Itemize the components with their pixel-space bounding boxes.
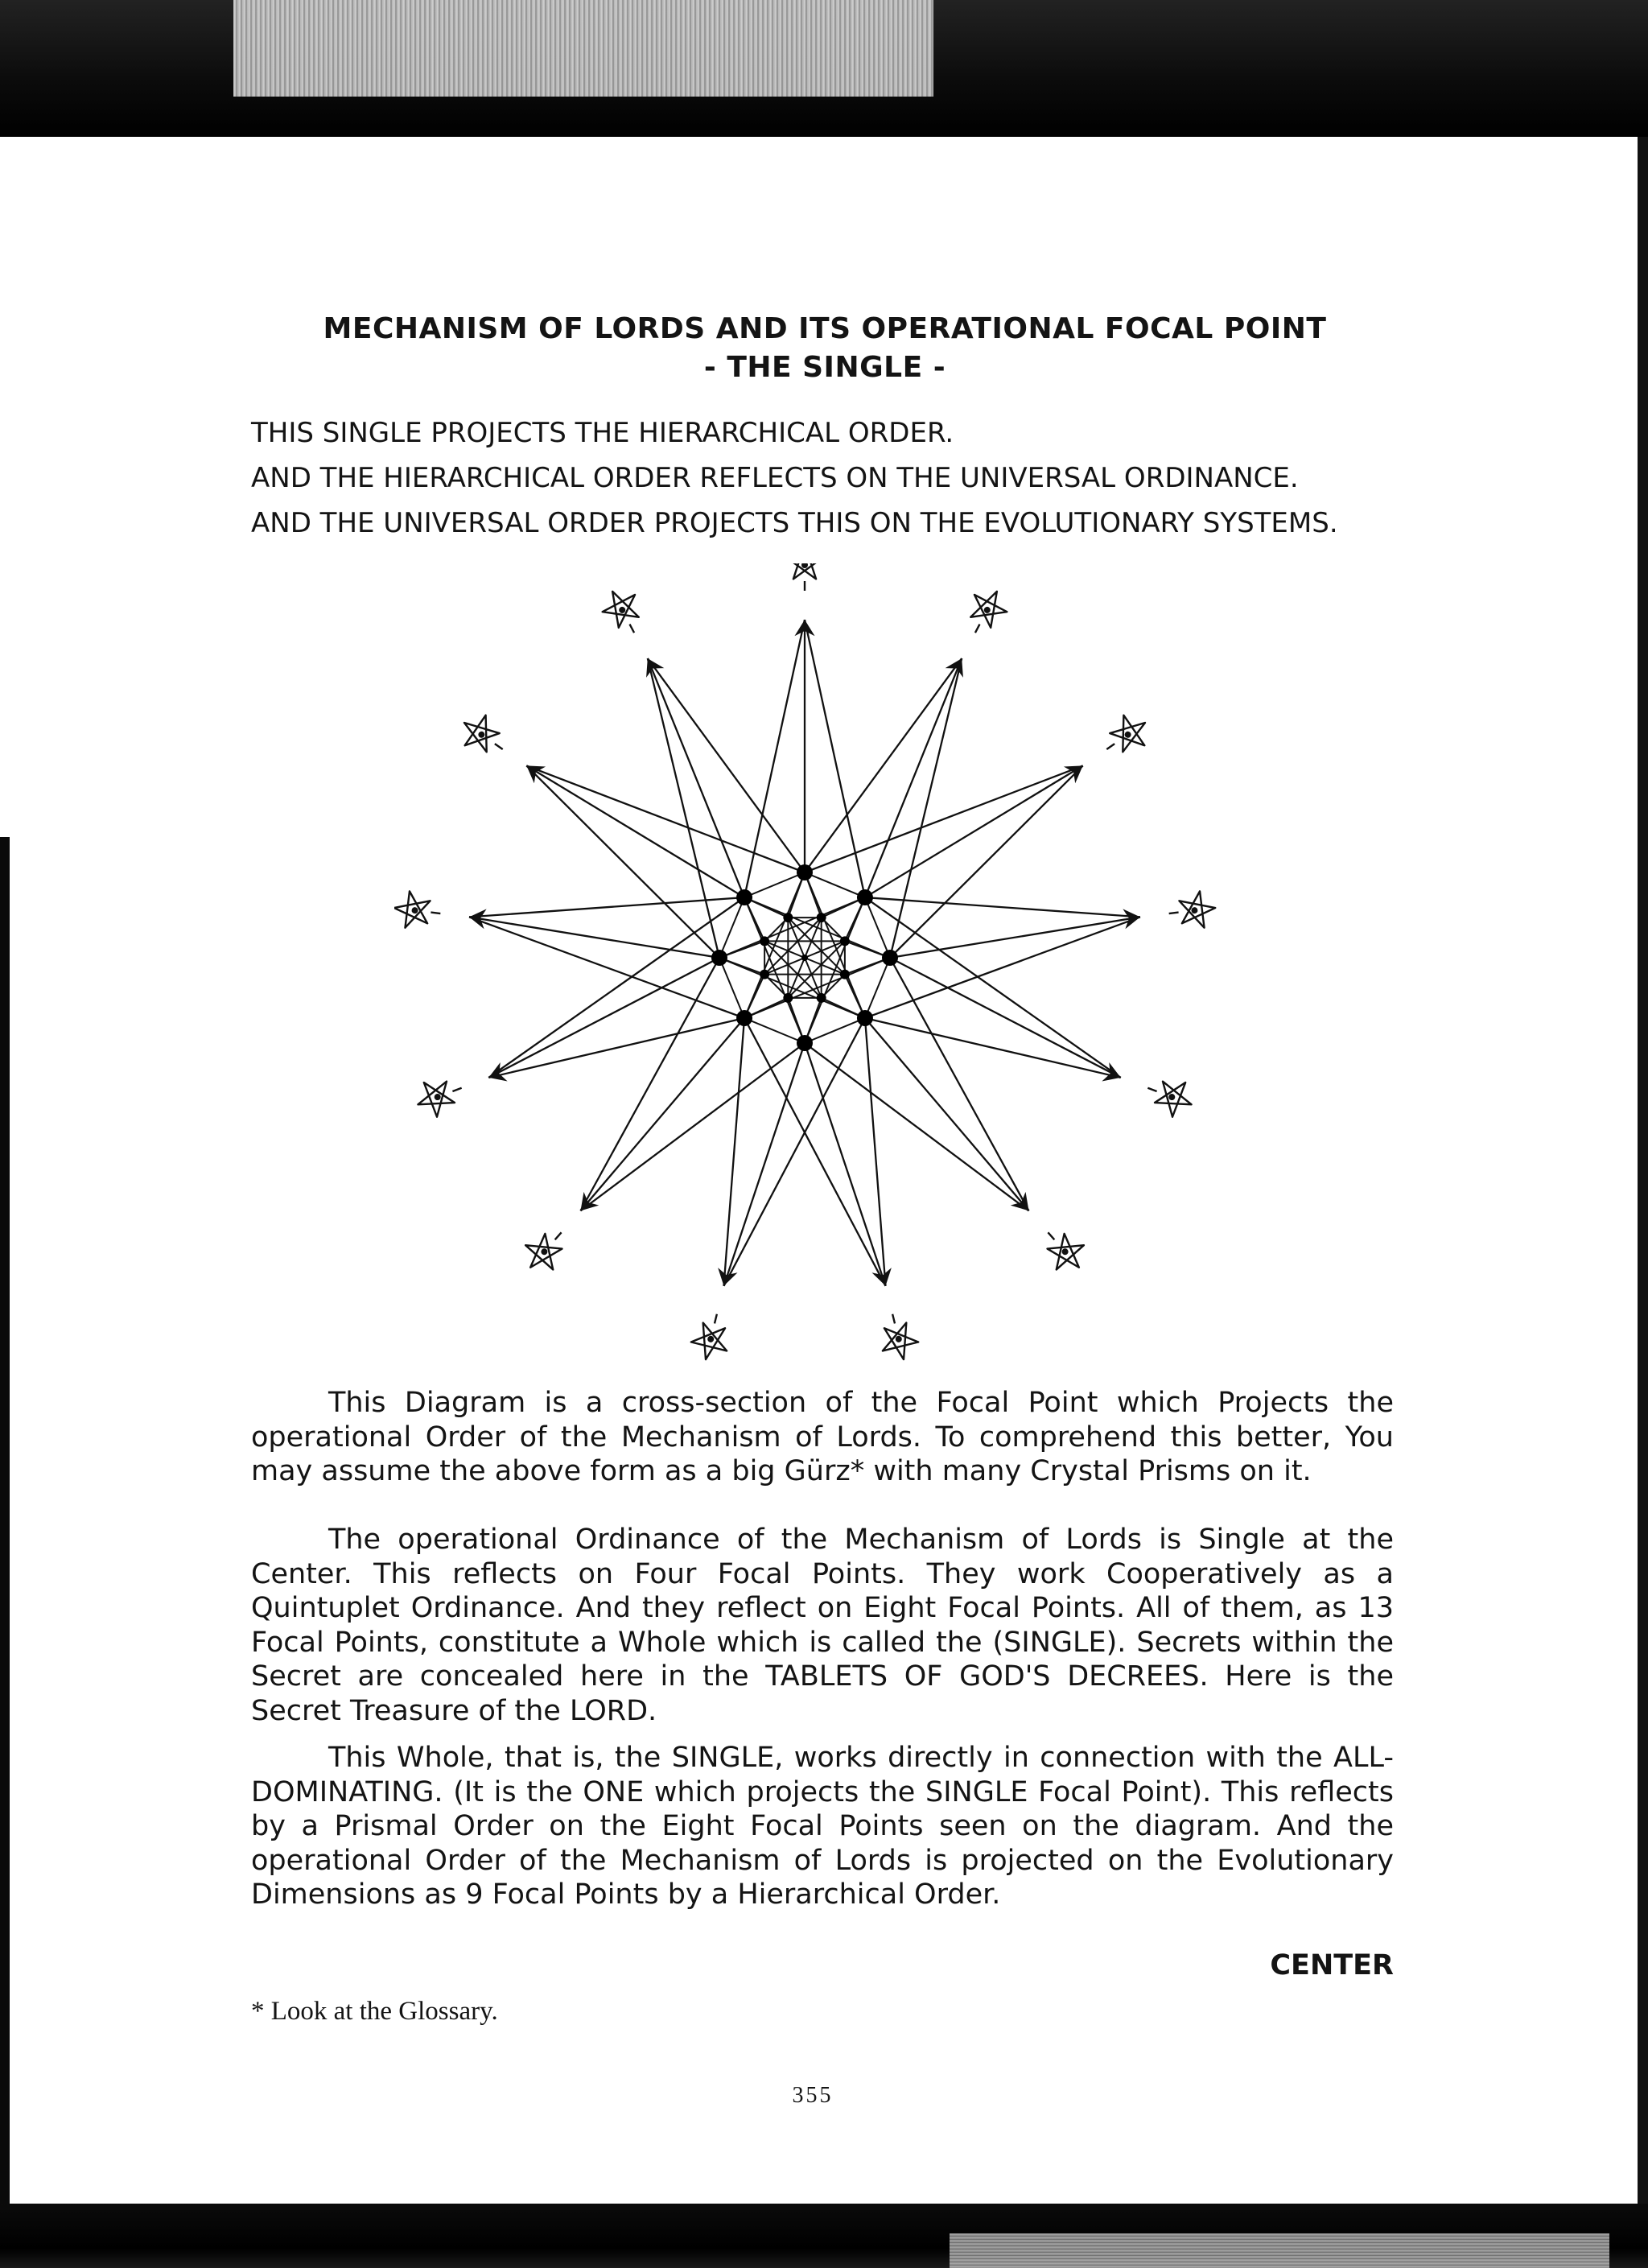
star-ray	[526, 765, 744, 897]
star-ray	[723, 1043, 805, 1286]
inner-focal-point	[783, 993, 793, 1003]
star-ray	[469, 917, 719, 958]
pentagram-icon	[875, 1309, 921, 1363]
inner-focal-point	[760, 936, 769, 946]
lattice-line	[788, 918, 845, 975]
lattice-line	[764, 918, 788, 941]
star-ray	[890, 917, 1140, 958]
star-ray	[805, 658, 962, 872]
focal-point-diagram	[394, 563, 1231, 1368]
inner-focal-point	[760, 970, 769, 979]
inner-focal-point	[817, 913, 826, 922]
star-ray	[805, 620, 865, 897]
intro-line: AND THE HIERARCHICAL ORDER REFLECTS ON THE UNIVERSAL ORDINANCE.	[251, 462, 1299, 494]
focal-point	[882, 950, 898, 966]
pentagram-icon	[1141, 1070, 1197, 1121]
star-ray	[890, 765, 1083, 958]
focal-point	[736, 1010, 752, 1026]
focal-point	[736, 889, 752, 905]
star-ray	[580, 1043, 805, 1210]
pentagram-icon	[596, 583, 650, 641]
star-ray	[865, 1018, 1029, 1210]
star-ray	[805, 1043, 886, 1286]
star-ray	[469, 917, 744, 1018]
star-ray	[865, 897, 1140, 917]
pentagram-icon	[394, 889, 443, 931]
center-point	[801, 955, 808, 961]
scan-left-edge	[0, 837, 10, 2204]
star-ray	[865, 1018, 886, 1286]
inner-focal-point	[840, 970, 850, 979]
star-ray	[488, 958, 719, 1078]
star-ray	[865, 765, 1083, 897]
ray-tip	[871, 1268, 891, 1286]
page-title: MECHANISM OF LORDS AND ITS OPERATIONAL FOCAL POINT	[323, 312, 1327, 345]
star-ray	[526, 765, 719, 958]
star-ray	[648, 658, 805, 872]
star-ray	[526, 765, 805, 872]
star-ray	[744, 620, 805, 897]
scan-bottom-glare	[950, 2233, 1609, 2268]
pentagram-icon	[454, 707, 513, 765]
paragraph: The operational Ordinance of the Mechanism of Lords is Single at the Center. This reflects on Four Focal Points. They work Cooperatively as a Quintuplet Ordinance. And they reflect on Eight Focal Points. All of them, as 13 Focal Points, constitute a Whole which is called the (SINGLE). Secrets within the Secret are concealed here in the TABLETS OF GOD'S DECREES. Here is the Secret Treasure of the LORD.	[251, 1524, 1394, 1727]
intro-line: THIS SINGLE PROJECTS THE HIERARCHICAL ORDER.	[251, 417, 954, 449]
ray-tip	[1102, 1062, 1120, 1081]
pentagram-icon	[1096, 707, 1156, 765]
paragraph: This Diagram is a cross-section of the Focal Point which Projects the operational Order of the Mechanism of Lords. To comprehend this better, You may assume the above form as a big Gürz* with many Crystal Prisms on it.	[251, 1387, 1394, 1487]
pentagram-icon	[959, 583, 1013, 641]
star-ray	[890, 958, 1121, 1078]
pentagram-icon	[1034, 1220, 1093, 1280]
star-ray	[580, 958, 719, 1210]
ray-tip	[718, 1268, 737, 1286]
lattice-line	[822, 975, 845, 998]
star-ray	[865, 897, 1121, 1078]
star-ray	[723, 1018, 744, 1286]
star-ray	[890, 958, 1029, 1210]
focal-point	[797, 864, 813, 880]
intro-block	[251, 410, 1418, 546]
star-ray	[805, 765, 1083, 872]
inner-focal-point	[783, 913, 793, 922]
intro-line: AND THE UNIVERSAL ORDER PROJECTS THIS ON THE EVOLUTIONARY SYSTEMS.	[251, 507, 1338, 539]
pentagram-icon	[786, 563, 823, 591]
lattice-line	[764, 975, 788, 998]
page-number: 355	[792, 2083, 834, 2108]
scan-right-edge	[1638, 137, 1648, 2204]
focal-point	[711, 950, 727, 966]
star-ray	[865, 1018, 1121, 1078]
footnote: * Look at the Glossary.	[251, 1997, 498, 2026]
star-ray	[488, 897, 744, 1078]
paragraph: This Whole, that is, the SINGLE, works directly in connection with the ALL-DOMINATING. (It is the ONE which projects the SINGLE Focal Point). This reflects by a Prismal Order on the Eight Focal Points seen on the diagram. And the operational Order of the Mechanism of Lords is projected on the Evolutionary Dimensions as 9 Focal Points by a Hierarchical Order.	[251, 1742, 1394, 1911]
focal-point	[797, 1035, 813, 1051]
pentagram-icon	[1167, 889, 1217, 931]
star-ray	[744, 1018, 885, 1286]
star-ray	[580, 1018, 744, 1210]
inner-focal-point	[840, 936, 850, 946]
star-ray	[488, 1018, 744, 1078]
inner-focal-point	[817, 993, 826, 1003]
focal-point	[857, 889, 873, 905]
ray-tip	[488, 1062, 507, 1081]
center-label: CENTER	[1270, 1949, 1394, 1981]
scan-top-glare	[233, 0, 933, 97]
pentagram-icon	[411, 1070, 468, 1121]
page-subtitle: - THE SINGLE -	[703, 351, 946, 384]
star-ray	[723, 1018, 864, 1286]
pentagram-icon	[517, 1220, 575, 1280]
star-ray	[865, 917, 1140, 1018]
star-ray	[469, 897, 744, 917]
pentagram-icon	[688, 1309, 735, 1363]
focal-point	[857, 1010, 873, 1026]
